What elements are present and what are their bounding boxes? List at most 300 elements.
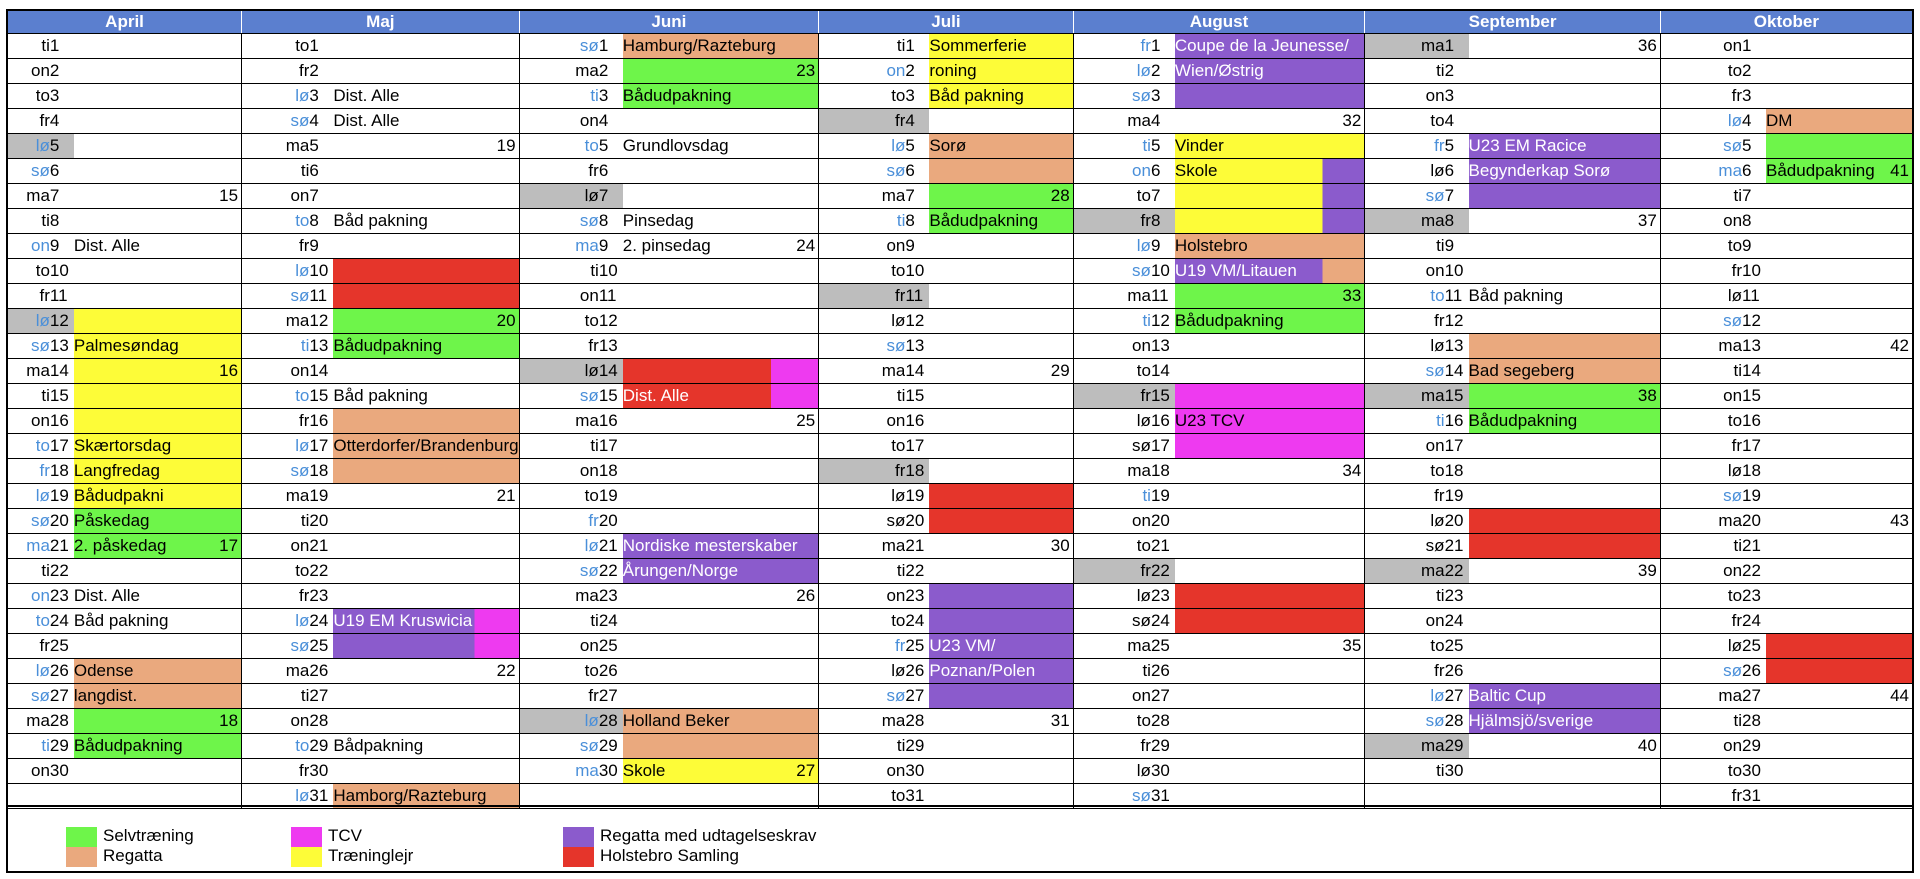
event-label: Begynderkap Sorø — [1468, 161, 1611, 180]
event-cell[interactable] — [623, 84, 819, 109]
day-name: ti — [1660, 534, 1742, 559]
day-name: to — [1073, 359, 1151, 384]
event-cell[interactable] — [929, 234, 1073, 259]
event-cell[interactable] — [623, 34, 819, 59]
event-cell[interactable] — [1766, 259, 1912, 284]
month-header: Juni — [519, 11, 819, 34]
event-cell[interactable] — [1766, 584, 1912, 609]
month-header: September — [1365, 11, 1660, 34]
event-cell[interactable] — [1175, 509, 1365, 534]
day-name: sø — [8, 159, 50, 184]
event-cell[interactable] — [1766, 284, 1912, 309]
day-name: to — [519, 659, 599, 684]
event-label: Nordiske mesterskaber — [622, 536, 798, 555]
event-cell[interactable] — [1175, 684, 1365, 709]
event-cell[interactable] — [1469, 359, 1661, 384]
event-cell[interactable] — [74, 684, 242, 709]
event-cell[interactable] — [74, 209, 242, 234]
day-name: ti — [8, 209, 50, 234]
event-cell[interactable] — [74, 409, 242, 434]
event-cell[interactable] — [1766, 59, 1912, 84]
event-cell[interactable] — [1175, 434, 1365, 459]
event-cell[interactable] — [1469, 209, 1661, 234]
event-cell[interactable] — [74, 734, 242, 759]
event-cell[interactable] — [623, 284, 819, 309]
day-number: 4 — [309, 109, 333, 134]
event-cell[interactable] — [1469, 734, 1661, 759]
event-cell[interactable] — [1469, 334, 1661, 359]
event-cell[interactable] — [74, 84, 242, 109]
event-cell[interactable] — [929, 184, 1073, 209]
event-cell[interactable] — [623, 309, 819, 334]
event-cell[interactable] — [1766, 684, 1912, 709]
event-cell[interactable] — [929, 109, 1073, 134]
event-cell[interactable] — [623, 509, 819, 534]
day-name: ti — [242, 159, 310, 184]
event-cell[interactable] — [1469, 84, 1661, 109]
event-label: Båd pakning — [333, 386, 428, 405]
event-cell[interactable] — [1766, 434, 1912, 459]
event-cell[interactable] — [929, 734, 1073, 759]
event-cell[interactable] — [1766, 184, 1912, 209]
event-label: Coupe de la Jeunesse/ — [1174, 36, 1349, 55]
event-cell[interactable] — [929, 84, 1073, 109]
day-row — [8, 659, 1912, 684]
event-cell[interactable] — [623, 209, 819, 234]
day-name: ti — [8, 384, 50, 409]
week-number: 37 — [1637, 211, 1657, 230]
legend-label: Selvtræning — [103, 826, 194, 845]
event-cell[interactable] — [1766, 759, 1912, 784]
event-cell[interactable] — [333, 359, 519, 384]
day-number: 22 — [905, 559, 929, 584]
day-number: 20 — [1742, 509, 1766, 534]
day-number: 25 — [50, 634, 74, 659]
event-cell[interactable] — [929, 384, 1073, 409]
event-cell[interactable] — [74, 384, 242, 409]
day-name: lø — [819, 659, 906, 684]
event-cell[interactable] — [623, 709, 819, 734]
event-cell[interactable] — [1469, 134, 1661, 159]
event-cell[interactable] — [623, 434, 819, 459]
event-cell[interactable] — [929, 634, 1073, 659]
day-number: 16 — [1151, 409, 1175, 434]
day-number: 2 — [1445, 59, 1469, 84]
event-cell[interactable] — [623, 409, 819, 434]
event-cell[interactable] — [333, 659, 519, 684]
event-cell[interactable] — [1469, 284, 1661, 309]
event-cell[interactable] — [1469, 459, 1661, 484]
event-cell[interactable] — [623, 609, 819, 634]
event-cell[interactable] — [1469, 484, 1661, 509]
day-name: fr — [242, 759, 310, 784]
day-name: to — [242, 734, 310, 759]
event-cell[interactable] — [1766, 384, 1912, 409]
event-cell[interactable] — [623, 59, 819, 84]
event-label: Skole — [622, 761, 666, 780]
event-cell[interactable] — [623, 184, 819, 209]
event-cell[interactable] — [1175, 84, 1365, 109]
event-label: langdist. — [73, 686, 138, 705]
event-cell[interactable] — [333, 234, 519, 259]
event-cell[interactable] — [1469, 609, 1661, 634]
day-name: to — [519, 309, 599, 334]
event-cell[interactable] — [74, 184, 242, 209]
event-cell[interactable] — [929, 484, 1073, 509]
event-cell[interactable] — [74, 659, 242, 684]
event-cell[interactable] — [1469, 709, 1661, 734]
week-number: 42 — [1890, 336, 1909, 355]
day-number: 14 — [309, 359, 333, 384]
event-cell[interactable] — [333, 559, 519, 584]
event-cell[interactable] — [1175, 584, 1365, 609]
event-cell[interactable] — [333, 684, 519, 709]
event-cell[interactable] — [333, 609, 519, 634]
event-cell[interactable] — [1469, 659, 1661, 684]
event-cell[interactable] — [333, 59, 519, 84]
event-cell[interactable] — [1175, 609, 1365, 634]
event-cell[interactable] — [1766, 209, 1912, 234]
event-cell[interactable] — [1175, 384, 1365, 409]
event-cell[interactable] — [1766, 634, 1912, 659]
event-cell[interactable] — [74, 134, 242, 159]
event-cell[interactable] — [1766, 734, 1912, 759]
event-cell[interactable] — [1469, 434, 1661, 459]
event-cell[interactable] — [333, 159, 519, 184]
day-name: fr — [1660, 784, 1742, 809]
event-cell[interactable] — [1469, 234, 1661, 259]
event-label: Påskedag — [73, 511, 150, 530]
event-cell[interactable] — [929, 209, 1073, 234]
day-row — [8, 709, 1912, 734]
event-cell[interactable] — [929, 684, 1073, 709]
legend-label: Regatta med udtagelseskrav — [600, 826, 817, 845]
event-cell[interactable] — [929, 159, 1073, 184]
event-cell[interactable] — [623, 234, 819, 259]
event-cell[interactable] — [929, 284, 1073, 309]
event-cell[interactable] — [1175, 409, 1365, 434]
event-cell[interactable] — [333, 459, 519, 484]
event-cell[interactable] — [929, 409, 1073, 434]
event-cell[interactable] — [1469, 684, 1661, 709]
event-cell[interactable] — [74, 709, 242, 734]
event-cell[interactable] — [1766, 709, 1912, 734]
event-cell[interactable] — [929, 584, 1073, 609]
event-cell[interactable] — [1766, 234, 1912, 259]
event-cell[interactable] — [1175, 534, 1365, 559]
event-cell[interactable] — [929, 359, 1073, 384]
event-cell[interactable] — [1469, 159, 1661, 184]
day-number: 26 — [905, 659, 929, 684]
week-number: 36 — [1637, 36, 1657, 55]
event-cell[interactable] — [1766, 309, 1912, 334]
day-name: fr — [819, 459, 906, 484]
event-cell[interactable] — [929, 134, 1073, 159]
event-cell[interactable] — [333, 34, 519, 59]
day-name: to — [8, 259, 50, 284]
event-cell[interactable] — [1175, 284, 1365, 309]
day-number: 28 — [599, 709, 623, 734]
event-cell[interactable] — [333, 534, 519, 559]
day-number: 18 — [599, 459, 623, 484]
day-name: ma — [519, 59, 599, 84]
event-cell[interactable] — [623, 484, 819, 509]
day-number: 18 — [309, 459, 333, 484]
day-number: 30 — [1445, 759, 1469, 784]
event-cell[interactable] — [74, 234, 242, 259]
event-cell[interactable] — [333, 584, 519, 609]
event-cell[interactable] — [1766, 84, 1912, 109]
day-row — [8, 234, 1912, 259]
day-name: on — [819, 759, 906, 784]
event-cell[interactable] — [929, 434, 1073, 459]
event-cell[interactable] — [74, 759, 242, 784]
event-cell[interactable] — [333, 284, 519, 309]
event-cell[interactable] — [74, 259, 242, 284]
event-cell[interactable] — [929, 309, 1073, 334]
event-cell[interactable] — [1469, 409, 1661, 434]
event-cell[interactable] — [623, 159, 819, 184]
day-name: fr — [819, 634, 906, 659]
week-number: 16 — [219, 361, 239, 380]
event-cell[interactable] — [1175, 459, 1365, 484]
event-cell[interactable] — [333, 509, 519, 534]
event-cell[interactable] — [1766, 159, 1912, 184]
event-cell[interactable] — [929, 709, 1073, 734]
event-cell[interactable] — [623, 384, 819, 409]
event-cell[interactable] — [1766, 109, 1912, 134]
event-cell[interactable] — [1175, 184, 1365, 209]
event-cell[interactable] — [929, 259, 1073, 284]
event-cell[interactable] — [74, 534, 242, 559]
event-cell[interactable] — [1469, 584, 1661, 609]
event-cell[interactable] — [74, 334, 242, 359]
week-number: 24 — [796, 236, 816, 255]
event-cell[interactable] — [1175, 709, 1365, 734]
day-name: on — [1073, 684, 1151, 709]
event-cell[interactable] — [1175, 34, 1365, 59]
event-label: Pinsedag — [622, 211, 694, 230]
event-cell[interactable] — [74, 509, 242, 534]
event-cell[interactable] — [74, 584, 242, 609]
event-cell[interactable] — [333, 109, 519, 134]
event-cell[interactable] — [74, 559, 242, 584]
event-cell[interactable] — [623, 109, 819, 134]
event-cell[interactable] — [1469, 534, 1661, 559]
event-cell[interactable] — [333, 309, 519, 334]
event-cell[interactable] — [1766, 509, 1912, 534]
event-cell[interactable] — [333, 734, 519, 759]
day-number: 6 — [905, 159, 929, 184]
legend-swatch — [291, 847, 322, 867]
event-cell[interactable] — [1766, 409, 1912, 434]
event-cell[interactable] — [1175, 659, 1365, 684]
event-cell[interactable] — [74, 284, 242, 309]
event-cell[interactable] — [1175, 159, 1365, 184]
event-cell[interactable] — [333, 134, 519, 159]
event-cell[interactable] — [1469, 309, 1661, 334]
event-cell[interactable] — [623, 634, 819, 659]
day-name: lø — [1073, 59, 1151, 84]
event-label: Båd pakning — [73, 611, 169, 630]
event-cell[interactable] — [929, 459, 1073, 484]
event-cell[interactable] — [1175, 484, 1365, 509]
event-cell[interactable] — [1175, 59, 1365, 84]
event-cell[interactable] — [1469, 59, 1661, 84]
day-name: ma — [242, 484, 310, 509]
event-cell[interactable] — [929, 609, 1073, 634]
event-cell[interactable] — [1766, 534, 1912, 559]
event-cell[interactable] — [1175, 309, 1365, 334]
day-number: 12 — [50, 309, 74, 334]
event-cell[interactable] — [1766, 134, 1912, 159]
event-cell[interactable] — [74, 109, 242, 134]
event-cell[interactable] — [1469, 634, 1661, 659]
event-cell[interactable] — [623, 584, 819, 609]
event-cell[interactable] — [929, 59, 1073, 84]
event-cell[interactable] — [623, 334, 819, 359]
event-cell[interactable] — [333, 634, 519, 659]
event-cell[interactable] — [74, 309, 242, 334]
day-number: 13 — [905, 334, 929, 359]
day-row — [8, 634, 1912, 659]
event-cell[interactable] — [74, 609, 242, 634]
event-cell[interactable] — [623, 559, 819, 584]
event-cell[interactable] — [333, 209, 519, 234]
day-name: on — [242, 184, 310, 209]
day-name: ti — [1365, 234, 1445, 259]
event-cell[interactable] — [333, 384, 519, 409]
event-cell[interactable] — [1766, 334, 1912, 359]
event-cell[interactable] — [623, 359, 819, 384]
day-name: lø — [519, 184, 599, 209]
event-cell[interactable] — [623, 134, 819, 159]
event-cell[interactable] — [1175, 734, 1365, 759]
event-cell[interactable] — [74, 434, 242, 459]
event-cell[interactable] — [929, 659, 1073, 684]
event-cell[interactable] — [1469, 34, 1661, 59]
event-cell[interactable] — [333, 709, 519, 734]
event-cell[interactable] — [1175, 234, 1365, 259]
event-cell[interactable] — [1175, 759, 1365, 784]
event-cell[interactable] — [623, 734, 819, 759]
event-label: Hjälmsjö/sverige — [1468, 711, 1594, 730]
event-cell[interactable] — [333, 84, 519, 109]
event-cell[interactable] — [1766, 609, 1912, 634]
event-cell[interactable] — [74, 159, 242, 184]
day-number: 2 — [1742, 59, 1766, 84]
event-cell[interactable] — [1766, 359, 1912, 384]
event-cell[interactable] — [929, 559, 1073, 584]
event-cell[interactable] — [1175, 334, 1365, 359]
event-cell[interactable] — [623, 534, 819, 559]
day-name: ma — [1365, 384, 1445, 409]
event-label: 2. påskedag — [73, 536, 167, 555]
event-cell[interactable] — [333, 184, 519, 209]
event-cell[interactable] — [1766, 659, 1912, 684]
day-name: to — [519, 134, 599, 159]
week-number: 21 — [496, 486, 516, 505]
event-cell[interactable] — [1175, 559, 1365, 584]
event-cell[interactable] — [623, 759, 819, 784]
event-cell[interactable] — [333, 759, 519, 784]
event-cell[interactable] — [74, 634, 242, 659]
day-row — [8, 359, 1912, 384]
day-number: 3 — [50, 84, 74, 109]
event-cell[interactable] — [1766, 484, 1912, 509]
event-cell[interactable] — [1175, 359, 1365, 384]
event-cell[interactable] — [1469, 559, 1661, 584]
event-cell[interactable] — [1469, 184, 1661, 209]
event-cell[interactable] — [1175, 209, 1365, 234]
event-cell[interactable] — [1469, 509, 1661, 534]
event-cell[interactable] — [929, 759, 1073, 784]
event-cell[interactable] — [1175, 134, 1365, 159]
event-cell[interactable] — [1175, 259, 1365, 284]
day-number: 6 — [309, 159, 333, 184]
event-cell[interactable] — [1766, 34, 1912, 59]
event-cell[interactable] — [1469, 759, 1661, 784]
event-cell[interactable] — [333, 409, 519, 434]
event-cell[interactable] — [1175, 109, 1365, 134]
event-cell[interactable] — [1469, 109, 1661, 134]
event-cell[interactable] — [333, 334, 519, 359]
day-name: on — [1365, 609, 1445, 634]
day-name: to — [242, 559, 310, 584]
day-name: lø — [1073, 409, 1151, 434]
day-number: 8 — [50, 209, 74, 234]
day-name: sø — [819, 684, 906, 709]
event-cell[interactable] — [623, 684, 819, 709]
event-cell[interactable] — [74, 459, 242, 484]
event-cell[interactable] — [929, 534, 1073, 559]
day-name: lø — [242, 609, 310, 634]
event-cell[interactable] — [929, 334, 1073, 359]
event-cell[interactable] — [623, 259, 819, 284]
day-name: on — [1660, 209, 1742, 234]
day-name: to — [1365, 634, 1445, 659]
day-name: on — [1365, 84, 1445, 109]
event-cell[interactable] — [929, 34, 1073, 59]
day-name: sø — [1365, 534, 1445, 559]
event-cell[interactable] — [929, 509, 1073, 534]
day-name: fr — [519, 684, 599, 709]
day-number: 3 — [1151, 84, 1175, 109]
event-cell[interactable] — [1175, 634, 1365, 659]
event-cell[interactable] — [623, 459, 819, 484]
event-cell[interactable] — [1469, 259, 1661, 284]
day-number: 13 — [309, 334, 333, 359]
event-cell[interactable] — [333, 434, 519, 459]
event-cell[interactable] — [1766, 459, 1912, 484]
event-cell[interactable] — [1469, 384, 1661, 409]
day-number: 21 — [50, 534, 74, 559]
event-label: Hamborg/Razteburg — [333, 786, 487, 805]
event-cell[interactable] — [333, 259, 519, 284]
event-cell[interactable] — [74, 59, 242, 84]
event-cell[interactable] — [1766, 559, 1912, 584]
event-cell[interactable] — [74, 359, 242, 384]
month-header: Maj — [242, 11, 519, 34]
event-label: Dist. Alle — [73, 586, 141, 605]
event-cell[interactable] — [333, 484, 519, 509]
event-cell[interactable] — [74, 34, 242, 59]
day-row — [8, 759, 1912, 784]
event-cell[interactable] — [623, 659, 819, 684]
day-name: fr — [8, 634, 50, 659]
day-name: lø — [519, 534, 599, 559]
event-cell[interactable] — [74, 484, 242, 509]
